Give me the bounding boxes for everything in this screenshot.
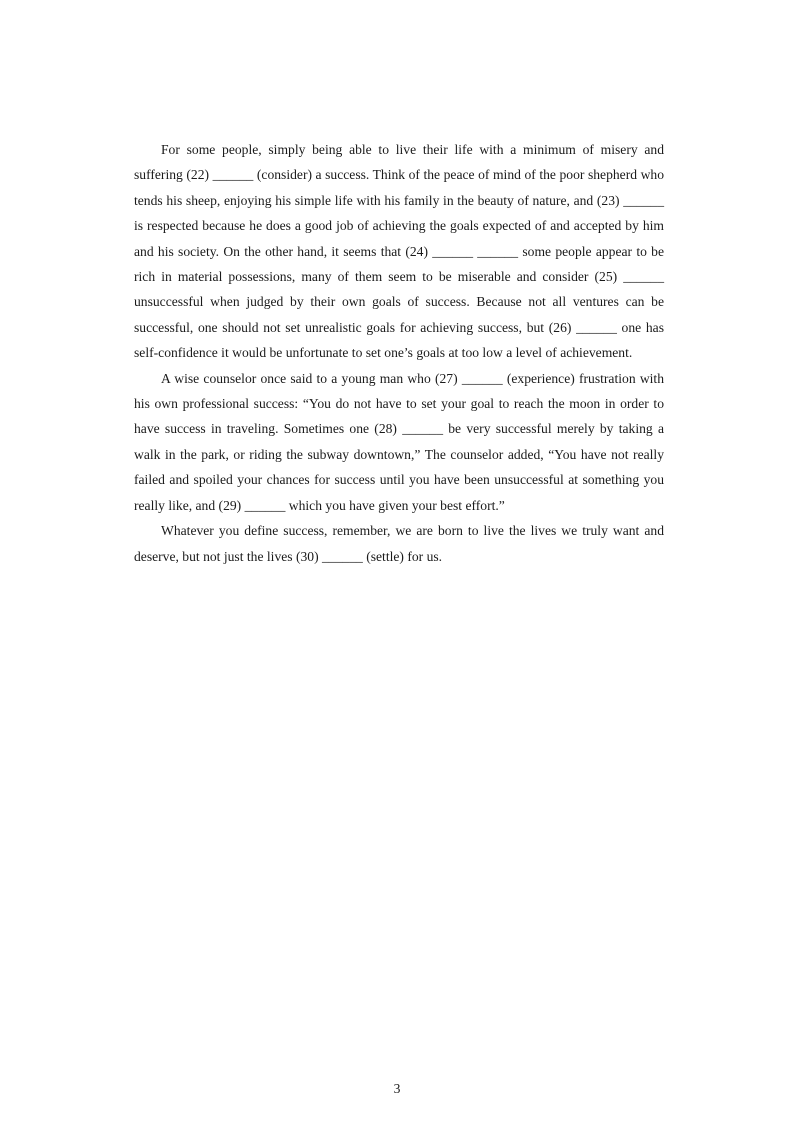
paragraph-3: Whatever you define success, remember, we are born to live the lives we truly want and deserve, but not just the lives (30) ______ (settle) for us. xyxy=(134,523,664,564)
paragraph-2: A wise counselor once said to a young man who (27) ______ (experience) frustration with his own professional success: “You do not have to set your goal to reach the moon in order to have success in traveling. Sometimes one (28) ______ be very successful merely by taking a walk in the park, or riding the subway downtown,” The counselor added, “You have not really failed and spoiled your chances for success until you have been unsuccessful at something you really like, and (29) ______ which you have given your best effort.” xyxy=(134,370,664,513)
passage-text xyxy=(134,137,664,569)
paragraph-1: For some people, simply being able to live their life with a minimum of misery and suffering (22) ______ (consider) a success. Think of the peace of mind of the poor shepherd who tends his sheep, enjoying his simple life with his family in the beauty of nature, and (23) ______ is respected because he does a good job of achieving the goals expected of and accepted by him and his society. On the other hand, it seems that (24) ______ ______ some people appear to be rich in material possessions, many of them seem to be miserable and consider (25) ______ unsuccessful when judged by their own goals of success. Because not all ventures can be successful, one should not set unrealistic goals for achieving success, but (26) ______ one has self-confidence it would be unfortunate to set one’s goals at too low a level of achievement. xyxy=(134,142,664,361)
page-number: 3 xyxy=(393,1081,401,1096)
